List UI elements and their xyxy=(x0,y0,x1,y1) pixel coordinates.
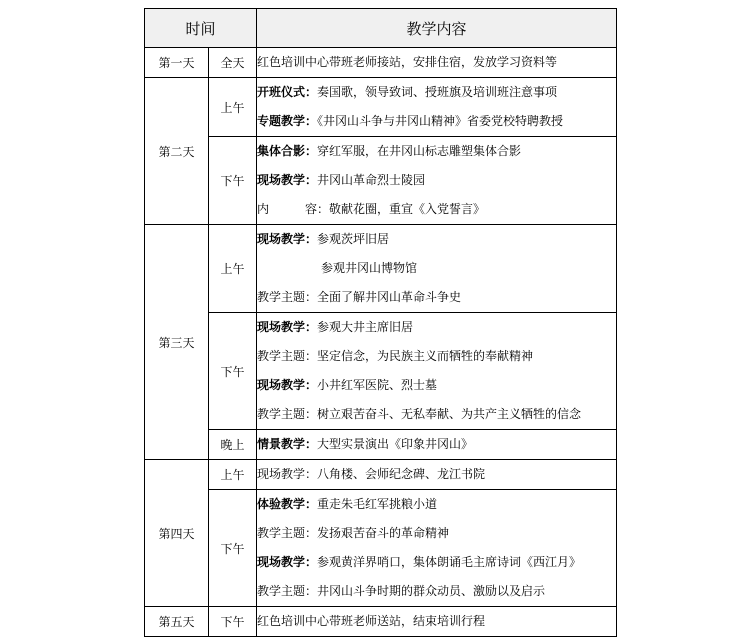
content-cell xyxy=(257,490,617,607)
item-label: 教学主题： xyxy=(257,526,318,540)
item-text: 八角楼、会师纪念碑、龙江书院 xyxy=(317,467,486,481)
item-text: 大型实景演出《印象井冈山》 xyxy=(317,437,474,451)
table-row xyxy=(145,607,617,637)
content-cell xyxy=(257,137,617,225)
table-row xyxy=(145,48,617,78)
item-text: 井冈山斗争时期的群众动员、激励以及启示 xyxy=(317,584,546,598)
content-line xyxy=(257,254,616,283)
content-line xyxy=(257,371,616,400)
item-text: 小井红军医院、烈士墓 xyxy=(317,378,438,392)
item-label: 现场教学： xyxy=(257,320,318,334)
header-content: 教学内容 xyxy=(257,9,617,48)
period-label: 上午 xyxy=(209,78,257,137)
item-label: 容： xyxy=(305,202,330,216)
item-label: 现场教学： xyxy=(257,232,318,246)
item-label: 专题教学： xyxy=(257,114,318,128)
content-line xyxy=(257,490,616,519)
content-line xyxy=(257,400,616,429)
item-text: 发扬艰苦奋斗的革命精神 xyxy=(317,526,450,540)
item-label: 现场教学： xyxy=(257,378,318,392)
content-cell xyxy=(257,607,617,637)
content-cell xyxy=(257,225,617,313)
content-line xyxy=(257,166,616,195)
table-row xyxy=(145,137,617,225)
content-line xyxy=(257,313,616,342)
content-line: 红色培训中心带班老师接站，安排住宿，发放学习资料等 xyxy=(257,55,558,69)
item-text: 参观大井主席旧居 xyxy=(317,320,414,334)
day-label: 第四天 xyxy=(145,460,209,607)
item-text: 参观井冈山博物馆 xyxy=(321,261,418,275)
content-line xyxy=(257,342,616,371)
item-text: 全面了解井冈山革命斗争史 xyxy=(317,290,462,304)
content-cell xyxy=(257,48,617,78)
content-line xyxy=(257,195,616,224)
item-text: 奏国歌，领导致词、授班旗及培训班注意事项 xyxy=(317,85,558,99)
item-text: 树立艰苦奋斗、无私奉献、为共产主义牺牲的信念 xyxy=(317,407,582,421)
table-row xyxy=(145,490,617,607)
content-line xyxy=(257,78,616,107)
item-text: 穿红军服，在井冈山标志雕塑集体合影 xyxy=(317,144,522,158)
period-label: 全天 xyxy=(209,48,257,78)
item-label: 内 xyxy=(257,202,270,216)
content-line xyxy=(257,460,616,489)
item-label: 现场教学： xyxy=(257,555,318,569)
day-label: 第三天 xyxy=(145,225,209,460)
schedule-table xyxy=(144,8,617,637)
item-text: 参观茨坪旧居 xyxy=(317,232,390,246)
period-label: 下午 xyxy=(209,607,257,637)
content-line xyxy=(257,225,616,254)
item-label: 集体合影： xyxy=(257,144,318,158)
item-text: 参观黄洋界哨口，集体朗诵毛主席诗词《西江月》 xyxy=(317,555,582,569)
period-label: 下午 xyxy=(209,490,257,607)
day-label: 第二天 xyxy=(145,78,209,225)
item-label: 现场教学： xyxy=(257,173,318,187)
period-label: 上午 xyxy=(209,460,257,490)
table-row xyxy=(145,313,617,430)
content-line xyxy=(257,548,616,577)
period-label: 下午 xyxy=(209,313,257,430)
item-label: 教学主题： xyxy=(257,290,318,304)
item-text: 《井冈山斗争与井冈山精神》省委党校特聘教授 xyxy=(317,114,564,128)
period-label: 下午 xyxy=(209,137,257,225)
period-label: 上午 xyxy=(209,225,257,313)
period-label: 晚上 xyxy=(209,430,257,460)
content-cell xyxy=(257,460,617,490)
item-text: 重走朱毛红军挑粮小道 xyxy=(317,497,438,511)
item-label: 开班仪式： xyxy=(257,85,318,99)
item-label: 体验教学： xyxy=(257,497,318,511)
content-line xyxy=(257,137,616,166)
content-line xyxy=(257,430,616,459)
day-label: 第五天 xyxy=(145,607,209,637)
item-text: 井冈山革命烈士陵园 xyxy=(317,173,426,187)
content-line xyxy=(257,519,616,548)
table-row xyxy=(145,78,617,137)
content-line xyxy=(257,283,616,312)
content-line xyxy=(257,577,616,606)
content-cell xyxy=(257,430,617,460)
item-label: 现场教学： xyxy=(257,467,318,481)
table-row xyxy=(145,460,617,490)
item-label: 情景教学： xyxy=(257,437,318,451)
item-text: 敬献花圈，重宣《入党誓言》 xyxy=(329,202,486,216)
table-row xyxy=(145,430,617,460)
content-line xyxy=(257,107,616,136)
item-text: 坚定信念，为民族主义而牺牲的奉献精神 xyxy=(317,349,534,363)
content-cell xyxy=(257,78,617,137)
item-label: 教学主题： xyxy=(257,407,318,421)
header-row xyxy=(145,9,617,48)
content-line: 红色培训中心带班老师送站，结束培训行程 xyxy=(257,614,486,628)
header-time: 时间 xyxy=(145,9,257,48)
day-label: 第一天 xyxy=(145,48,209,78)
content-cell xyxy=(257,313,617,430)
item-label: 教学主题： xyxy=(257,584,318,598)
table-row xyxy=(145,225,617,313)
item-label: 教学主题： xyxy=(257,349,318,363)
